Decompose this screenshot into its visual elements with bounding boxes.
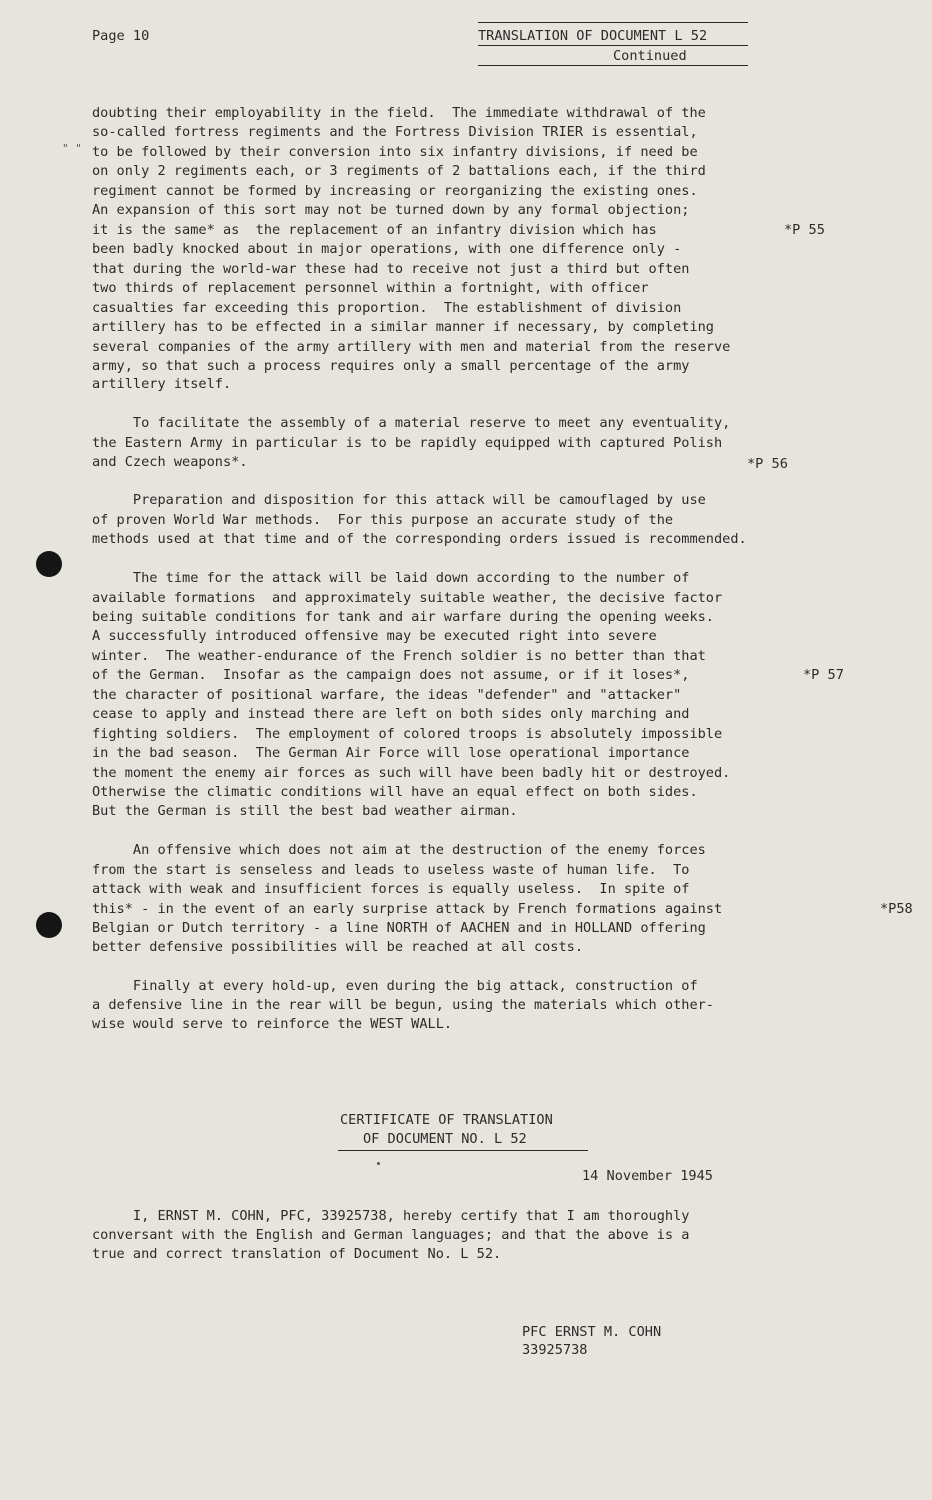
text-line: being suitable conditions for tank and air warfare during the opening weeks.: [92, 609, 714, 625]
text-line: Finally at every hold-up, even during the big attack, construction of: [92, 978, 698, 994]
margin-tick-mark: " ": [62, 142, 82, 155]
certificate-title: CERTIFICATE OF TRANSLATION: [340, 1112, 553, 1128]
text-line: fighting soldiers. The employment of colored troops is absolutely impossible: [92, 726, 723, 742]
text-line: But the German is still the best bad weather airman.: [92, 803, 518, 819]
text-line: the Eastern Army in particular is to be rapidly equipped with captured Polish: [92, 435, 723, 451]
text-line: from the start is senseless and leads to useless waste of human life. To: [92, 862, 690, 878]
text-line: that during the world-war these had to receive not just a third but often: [92, 261, 690, 277]
header-title: TRANSLATION OF DOCUMENT L 52: [478, 28, 708, 44]
header-continued: Continued: [613, 48, 687, 64]
page-ref-p58: *P58: [880, 901, 913, 917]
text-line: the character of positional warfare, the ideas "defender" and "attacker": [92, 687, 682, 703]
signature-number: 33925738: [522, 1342, 588, 1358]
header-rule-bottom: [478, 65, 748, 66]
text-line: this* - in the event of an early surprise attack by French formations against: [92, 901, 723, 917]
text-line: several companies of the army artillery with men and material from the reserve: [92, 339, 731, 355]
text-line: doubting their employability in the field. The immediate withdrawal of the: [92, 105, 706, 121]
text-line: been badly knocked about in major operations, with one difference only -: [92, 241, 682, 257]
header-rule-top: [478, 22, 748, 23]
text-line: artillery has to be effected in a similar manner if necessary, by completing: [92, 319, 714, 335]
text-line: The time for the attack will be laid down according to the number of: [92, 570, 690, 586]
text-line: in the bad season. The German Air Force will lose operational importance: [92, 745, 690, 761]
text-line: better defensive possibilities will be reached at all costs.: [92, 939, 584, 955]
text-line: so-called fortress regiments and the Fortress Division TRIER is essential,: [92, 124, 698, 140]
text-line: regiment cannot be formed by increasing or reorganizing the existing ones.: [92, 183, 698, 199]
certificate-line: conversant with the English and German languages; and that the above is a: [92, 1227, 690, 1243]
certificate-line: true and correct translation of Document No. L 52.: [92, 1246, 502, 1262]
text-line: cease to apply and instead there are left on both sides only marching and: [92, 706, 690, 722]
text-line: Preparation and disposition for this attack will be camouflaged by use: [92, 492, 706, 508]
header-underline: [478, 45, 748, 46]
ink-speck: [377, 1162, 380, 1165]
text-line: of proven World War methods. For this purpose an accurate study of the: [92, 512, 674, 528]
certificate-date: 14 November 1945: [582, 1168, 713, 1184]
text-line: artillery itself.: [92, 376, 232, 392]
text-line: winter. The weather-endurance of the French soldier is no better than that: [92, 648, 706, 664]
text-line: on only 2 regiments each, or 3 regiments of 2 battalions each, if the third: [92, 163, 706, 179]
text-line: army, so that such a process requires only a small percentage of the army: [92, 358, 690, 374]
text-line: the moment the enemy air forces as such will have been badly hit or destroyed.: [92, 765, 731, 781]
text-line: An offensive which does not aim at the destruction of the enemy forces: [92, 842, 706, 858]
text-line: Belgian or Dutch territory - a line NORTH of AACHEN and in HOLLAND offering: [92, 920, 706, 936]
text-line: wise would serve to reinforce the WEST WALL.: [92, 1016, 453, 1032]
punch-hole: [36, 551, 62, 577]
text-line: attack with weak and insufficient forces is equally useless. In spite of: [92, 881, 690, 897]
text-line: Otherwise the climatic conditions will have an equal effect on both sides.: [92, 784, 698, 800]
punch-hole: [36, 912, 62, 938]
text-line: of the German. Insofar as the campaign does not assume, or if it loses*,: [92, 667, 690, 683]
certificate-underline: [338, 1150, 588, 1151]
text-line: and Czech weapons*.: [92, 454, 248, 470]
certificate-line: I, ERNST M. COHN, PFC, 33925738, hereby certify that I am thoroughly: [92, 1208, 690, 1224]
page-ref-p57: *P 57: [803, 667, 844, 683]
text-line: A successfully introduced offensive may be executed right into severe: [92, 628, 657, 644]
certificate-subtitle: OF DOCUMENT NO. L 52: [363, 1131, 527, 1147]
text-line: methods used at that time and of the corresponding orders issued is recommended.: [92, 531, 747, 547]
text-line: to be followed by their conversion into six infantry divisions, if need be: [92, 144, 698, 160]
page-ref-p55: *P 55: [784, 222, 825, 238]
page-ref-p56: *P 56: [747, 456, 788, 472]
signature-name: PFC ERNST M. COHN: [522, 1324, 662, 1340]
text-line: two thirds of replacement personnel within a fortnight, with officer: [92, 280, 649, 296]
text-line: To facilitate the assembly of a material reserve to meet any eventuality,: [92, 415, 731, 431]
text-line: it is the same* as the replacement of an infantry division which has: [92, 222, 657, 238]
text-line: a defensive line in the rear will be begun, using the materials which other-: [92, 997, 714, 1013]
page-number: Page 10: [92, 28, 150, 44]
text-line: casualties far exceeding this proportion. The establishment of division: [92, 300, 682, 316]
text-line: available formations and approximately suitable weather, the decisive factor: [92, 590, 723, 606]
text-line: An expansion of this sort may not be turned down by any formal objection;: [92, 202, 690, 218]
